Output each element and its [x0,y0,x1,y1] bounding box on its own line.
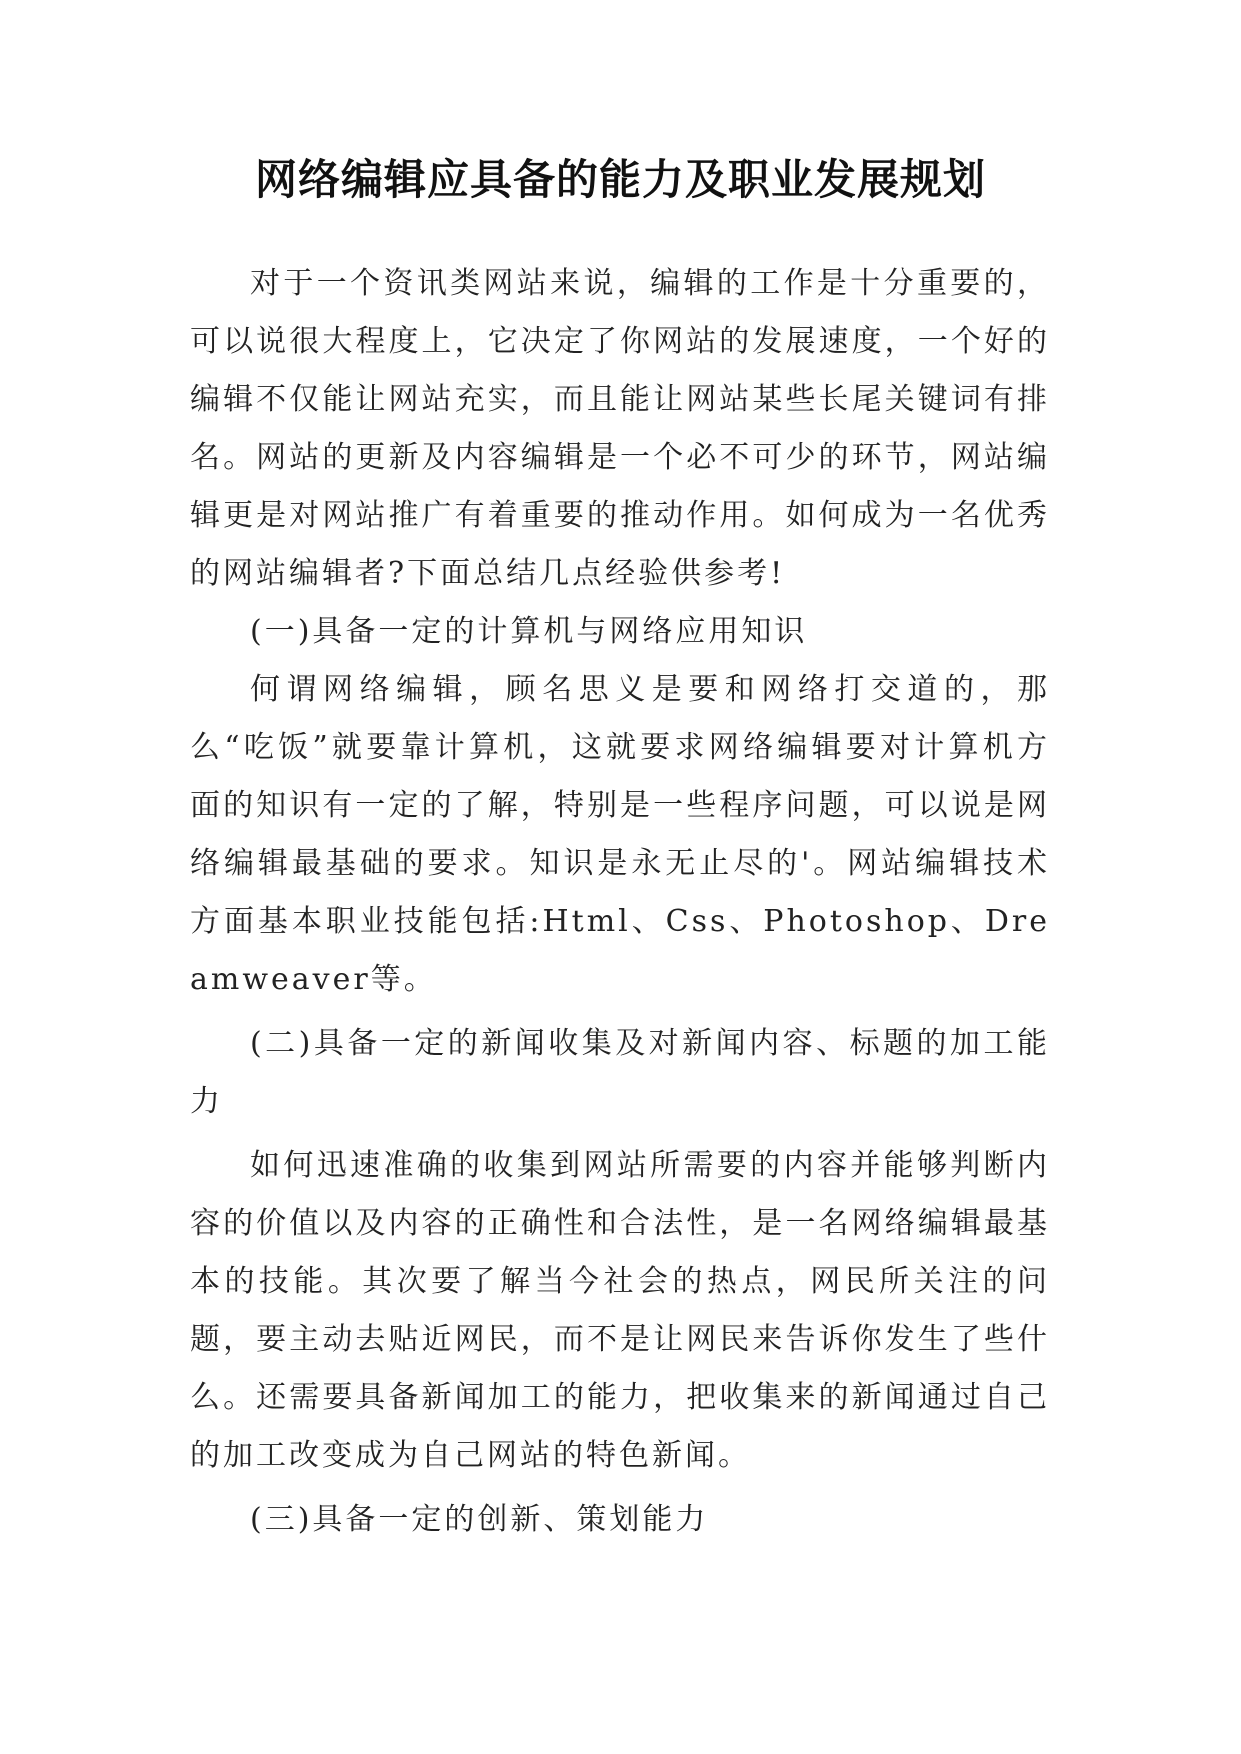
document-body [190,255,1050,1549]
paragraph-intro: 对于一个资讯类网站来说，编辑的工作是十分重要的，可以说很大程度上，它决定了你网站的发展速度，一个好的编辑不仅能让网站充实，而且能让网站某些长尾关键词有排名。网站的更新及内容编辑是一个必不可少的环节，网站编辑更是对网站推广有着重要的推动作用。如何成为一名优秀的网站编辑者?下面总结几点经验供参考! [190,266,1050,591]
document-title: 网络编辑应具备的能力及职业发展规划 [254,155,986,204]
section-heading-2: (二)具备一定的新闻收集及对新闻内容、标题的加工能力 [190,1026,1050,1119]
paragraph-section-1: 何谓网络编辑，顾名思义是要和网络打交道的，那么“吃饭”就要靠计算机，这就要求网络编辑要对计算机方面的知识有一定的了解，特别是一些程序问题，可以说是网络编辑最基础的要求。知识是永无止尽的'。网站编辑技术方面基本职业技能包括:Html、Css、Photoshop、Dreamweaver等。 [190,672,1050,997]
paragraph-section-2: 如何迅速准确的收集到网站所需要的内容并能够判断内容的价值以及内容的正确性和合法性，是一名网络编辑最基本的技能。其次要了解当今社会的热点，网民所关注的问题，要主动去贴近网民，而不是让网民来告诉你发生了些什么。还需要具备新闻加工的能力，把收集来的新闻通过自己的加工改变成为自己网站的特色新闻。 [190,1148,1050,1473]
section-heading-1: (一)具备一定的计算机与网络应用知识 [250,614,808,649]
section-heading-3: (三)具备一定的创新、策划能力 [250,1502,709,1537]
